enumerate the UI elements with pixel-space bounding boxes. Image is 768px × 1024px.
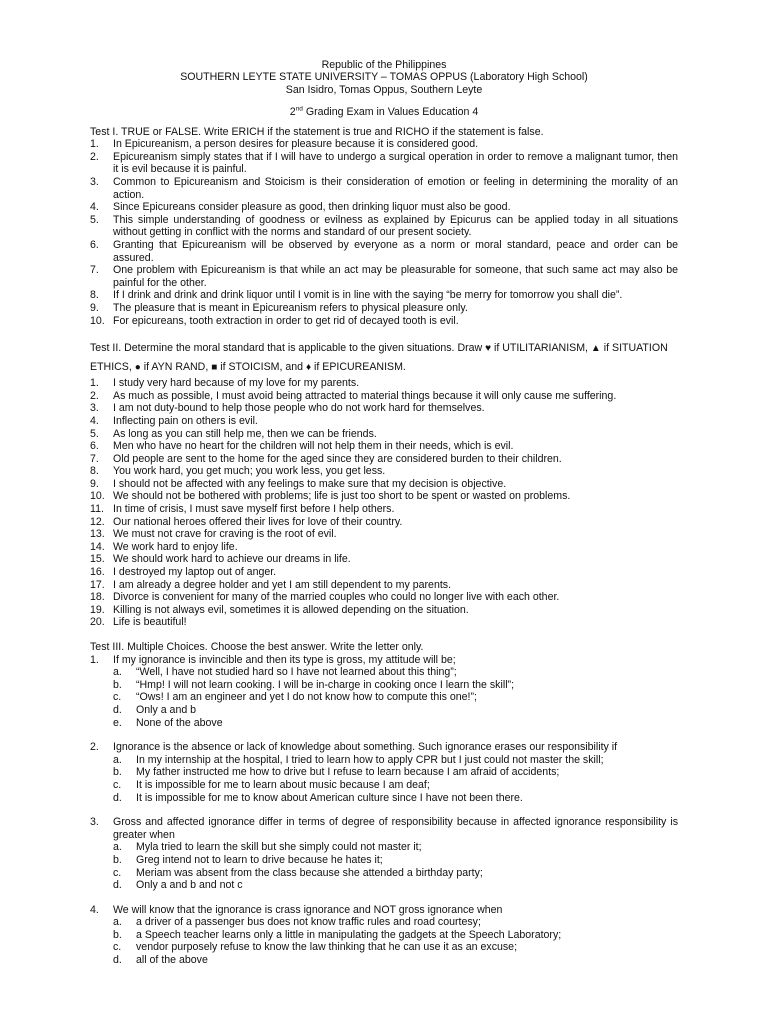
item-text: Life is beautiful! — [113, 616, 187, 629]
item-number: 11. — [90, 503, 104, 516]
item-number: 14. — [90, 540, 105, 553]
item-number: d. — [113, 703, 122, 716]
exam-title — [90, 106, 678, 118]
item-number: 4. — [90, 903, 99, 916]
item-text: We should work hard to achieve our dreams in life. — [113, 553, 351, 566]
mc-question-stem — [90, 816, 678, 841]
test-2-item — [90, 465, 678, 478]
item-text: I study very hard because of my love for my parents. — [113, 377, 360, 390]
item-text: This simple understanding of goodness or evilness as explained by Epicurus can be applied today in all situations without getting in conflict with the norms and standard of our present society. — [113, 213, 678, 239]
mc-option — [90, 879, 678, 892]
test-2-section — [90, 339, 678, 629]
mc-option — [90, 754, 678, 767]
item-number: 10. — [90, 490, 105, 503]
test-2-item — [90, 566, 678, 579]
test-3-instruction: Test III. Multiple Choices. Choose the best answer. Write the letter only. — [90, 641, 424, 653]
item-text: a driver of a passenger bus does not know traffic rules and road courtesy; — [136, 916, 481, 929]
test-1-item — [90, 138, 678, 151]
item-text: We work hard to enjoy life. — [113, 540, 238, 553]
test-1-item — [90, 151, 678, 176]
test-2-item — [90, 503, 678, 516]
item-number: 7. — [90, 264, 99, 277]
item-text: Inflecting pain on others is evil. — [113, 414, 258, 427]
test-1-items — [90, 138, 678, 327]
item-text: Divorce is convenient for many of the married couples who could no longer live with each other. — [113, 591, 560, 604]
item-number: 9. — [90, 301, 99, 314]
item-number: e. — [113, 716, 122, 729]
item-text: It is impossible for me to know about American culture since I have not been there. — [136, 791, 523, 804]
item-text: a Speech teacher learns only a little in manipulating the gadgets at the Speech Laboratory; — [136, 928, 562, 941]
item-text: If I drink and drink and drink liquor until I vomit is in line with the saying “be merry for tomorrow you shall die”. — [113, 289, 623, 302]
item-text: In time of crisis, I must save myself first before I help others. — [113, 503, 395, 516]
header-address: San Isidro, Tomas Oppus, Southern Leyte — [285, 83, 483, 96]
mc-options — [90, 841, 678, 891]
item-number: 10. — [90, 314, 105, 327]
test-2-item — [90, 377, 678, 390]
item-text: Epicureanism simply states that if I will have to undergo a surgical operation in order to remove a malignant tumor, then it is evil because it is painful. — [113, 150, 678, 176]
item-text: Myla tried to learn the skill but she simply could not master it; — [136, 841, 422, 854]
mc-question — [90, 654, 678, 730]
item-number: a. — [113, 666, 122, 679]
item-number: c. — [113, 866, 122, 879]
item-text: Meriam was absent from the class because she attended a birthday party; — [136, 866, 483, 879]
item-text: Only a and b — [136, 703, 197, 716]
mc-options — [90, 916, 678, 966]
test-2-item — [90, 604, 678, 617]
item-number: 3. — [90, 402, 99, 415]
item-number: c. — [113, 691, 122, 704]
item-text: I am not duty-bound to help those people who do not work hard for themselves. — [113, 402, 485, 415]
item-text: Gross and affected ignorance differ in terms of degree of responsibility because in affected ignorance responsibility is greater when — [113, 816, 678, 841]
mc-option — [90, 704, 678, 717]
test-2-item — [90, 415, 678, 428]
item-number: 6. — [90, 440, 99, 453]
item-text: I destroyed my laptop out of anger. — [113, 566, 277, 579]
item-text: Greg intend not to learn to drive because he hates it; — [136, 853, 383, 866]
item-number: a. — [113, 841, 122, 854]
mc-option — [90, 766, 678, 779]
item-number: 17. — [90, 578, 105, 591]
item-text: Ignorance is the absence or lack of knowledge about something. Such ignorance erases our responsibility if — [113, 741, 618, 754]
item-number: 3. — [90, 176, 99, 188]
item-number: d. — [113, 954, 122, 967]
mc-option — [90, 916, 678, 929]
test-2-item — [90, 528, 678, 541]
item-text: “Ows! I am an engineer and yet I do not know how to compute this one!”; — [136, 691, 477, 704]
mc-option — [90, 666, 678, 679]
item-text: Common to Epicureanism and Stoicism is their consideration of emotion or feeling in determining the morality of an action. — [113, 176, 678, 201]
item-number: 4. — [90, 201, 99, 214]
test-2-item — [90, 440, 678, 453]
item-text: all of the above — [136, 954, 208, 967]
item-number: d. — [113, 879, 122, 892]
item-number: 8. — [90, 465, 99, 478]
item-number: 2. — [90, 741, 99, 754]
item-text: It is impossible for me to learn about music because I am deaf; — [136, 778, 430, 791]
test-2-items — [90, 377, 678, 629]
item-text: One problem with Epicureanism is that while an act may be pleasurable for someone, that such same act may also be painful for the other. — [113, 264, 678, 289]
test-2-item — [90, 402, 678, 415]
item-number: 15. — [90, 553, 105, 566]
mc-option — [90, 867, 678, 880]
test-1-item — [90, 302, 678, 315]
label-situation-ethics: if SITUATION ETHICS, — [90, 342, 668, 374]
item-number: 4. — [90, 414, 99, 427]
test-2-instruction — [90, 339, 678, 377]
item-text: As much as possible, I must avoid being attracted to material things because it will only cause me suffering. — [113, 389, 617, 402]
mc-question-stem — [90, 741, 678, 754]
mc-question-stem — [90, 654, 678, 667]
mc-question-stem — [90, 904, 678, 917]
diamond-icon: ♦ — [305, 362, 312, 374]
item-text: Men who have no heart for the children will not help them in their needs, which is evil. — [113, 440, 514, 453]
mc-option — [90, 717, 678, 730]
header-university: SOUTHERN LEYTE STATE UNIVERSITY – TOMAS OPPUS (Laboratory High School) — [180, 71, 588, 84]
square-icon: ■ — [211, 362, 218, 374]
test-2-item — [90, 579, 678, 592]
test-2-item — [90, 490, 678, 503]
item-text: None of the above — [136, 716, 223, 729]
item-text: “Well, I have not studied hard so I have not learned about this thing”; — [136, 666, 457, 679]
item-number: 2. — [90, 389, 99, 402]
test-2-item — [90, 478, 678, 491]
item-text: We must not crave for craving is the root of evil. — [113, 528, 337, 541]
item-text: In my internship at the hospital, I tried to learn how to apply CPR but I just could not master the skill; — [136, 753, 604, 766]
mc-option — [90, 854, 678, 867]
exam-title-number: 2 — [289, 106, 296, 119]
label-ayn-rand: if AYN RAND, — [140, 361, 212, 374]
item-text: You work hard, you get much; you work less, you get less. — [113, 465, 386, 478]
item-number: 5. — [90, 213, 99, 226]
header-republic: Republic of the Philippines — [321, 59, 447, 71]
exam-title-ordinal: nd — [295, 105, 303, 113]
mc-option — [90, 792, 678, 805]
item-number: 2. — [90, 150, 99, 163]
test-2-item — [90, 453, 678, 466]
label-epicureanism: if EPICUREANISM. — [311, 361, 406, 374]
item-text: I should not be affected with any feelings to make sure that my decision is objective. — [113, 477, 507, 490]
item-text: My father instructed me how to drive but I refuse to learn because I am afraid of accidents; — [136, 766, 560, 779]
item-text: As long as you can still help me, then we can be friends. — [113, 427, 377, 440]
circle-icon: ● — [134, 362, 141, 374]
item-text: Granting that Epicureanism will be observed by everyone as a norm or moral standard, peace and order can be assured. — [113, 238, 678, 264]
mc-option — [90, 841, 678, 854]
item-text: The pleasure that is meant in Epicureanism refers to physical pleasure only. — [113, 301, 468, 314]
mc-options — [90, 666, 678, 729]
item-number: 5. — [90, 427, 99, 440]
test-2-instruction-text: Test II. Determine the moral standard that is applicable to the given situations. Draw — [90, 342, 486, 355]
item-number: 1. — [90, 138, 99, 151]
item-number: c. — [113, 778, 122, 791]
test-2-item — [90, 616, 678, 629]
test-1-item — [90, 315, 678, 328]
item-number: 9. — [90, 477, 99, 490]
item-number: 20. — [90, 616, 105, 629]
mc-question — [90, 904, 678, 967]
item-text: Old people are sent to the home for the aged since they are considered burden to their children. — [113, 452, 562, 465]
item-number: 18. — [90, 591, 105, 604]
item-number: 8. — [90, 289, 99, 302]
test-2-item — [90, 428, 678, 441]
test-1-item — [90, 264, 678, 289]
test-1-section — [90, 126, 678, 328]
mc-question — [90, 741, 678, 804]
item-text: Our national heroes offered their lives for love of their country. — [113, 515, 403, 528]
item-text: If my ignorance is invincible and then its type is gross, my attitude will be; — [113, 653, 456, 666]
mc-question — [90, 816, 678, 892]
mc-option — [90, 679, 678, 692]
item-number: b. — [113, 678, 122, 691]
item-number: c. — [113, 941, 122, 954]
item-number: 16. — [90, 566, 105, 579]
item-text: Since Epicureans consider pleasure as good, then drinking liquor must also be good. — [113, 201, 511, 214]
exam-document — [90, 59, 678, 967]
mc-option — [90, 954, 678, 967]
test-1-item — [90, 201, 678, 214]
test-1-instruction: Test I. TRUE or FALSE. Write ERICH if the statement is true and RICHO if the statement is false. — [90, 125, 544, 138]
item-text: For epicureans, tooth extraction in order to get rid of decayed tooth is evil. — [113, 314, 459, 327]
item-text: In Epicureanism, a person desires for pleasure because it is considered good. — [113, 138, 479, 151]
test-1-item — [90, 239, 678, 264]
test-2-item — [90, 516, 678, 529]
item-number: b. — [113, 853, 122, 866]
item-number: a. — [113, 916, 122, 929]
test-3-section — [90, 641, 678, 967]
mc-option — [90, 929, 678, 942]
triangle-icon: ▲ — [590, 343, 601, 355]
mc-option — [90, 779, 678, 792]
label-utilitarianism: if UTILITARIANISM, — [491, 342, 591, 355]
mc-option — [90, 691, 678, 704]
item-number: b. — [113, 928, 122, 941]
item-text: Killing is not always evil, sometimes it is allowed depending on the situation. — [113, 603, 469, 616]
item-text: We will know that the ignorance is crass ignorance and NOT gross ignorance when — [113, 903, 503, 916]
item-number: b. — [113, 766, 122, 779]
document-header — [90, 59, 678, 119]
item-number: 19. — [90, 603, 105, 616]
item-text: We should not be bothered with problems; life is just too short to be spent or wasted on problems. — [113, 490, 571, 503]
item-number: 7. — [90, 452, 99, 465]
item-number: 6. — [90, 238, 99, 251]
test-1-item — [90, 214, 678, 239]
test-2-item — [90, 390, 678, 403]
item-number: 1. — [90, 377, 99, 390]
item-number: 3. — [90, 816, 99, 829]
item-number: a. — [113, 753, 122, 766]
test-2-item — [90, 541, 678, 554]
item-text: “Hmp! I will not learn cooking. I will be in-charge in cooking once I learn the skill”; — [136, 678, 515, 691]
heart-icon: ♥ — [485, 343, 492, 355]
test-2-item — [90, 553, 678, 566]
label-stoicism: if STOICISM, and — [217, 361, 306, 374]
item-number: 13. — [90, 528, 105, 541]
item-text: Only a and b and not c — [136, 879, 243, 892]
test-1-item — [90, 176, 678, 201]
mc-options — [90, 754, 678, 804]
test-1-item — [90, 289, 678, 302]
item-number: d. — [113, 791, 122, 804]
test-2-item — [90, 591, 678, 604]
item-text: vendor purposely refuse to know the law thinking that he can use it as an excuse; — [136, 941, 518, 954]
item-number: 1. — [90, 653, 99, 666]
item-number: 12. — [90, 515, 105, 528]
test-3-questions — [90, 654, 678, 967]
item-text: I am already a degree holder and yet I am still dependent to my parents. — [113, 578, 452, 591]
mc-option — [90, 941, 678, 954]
exam-title-text: Grading Exam in Values Education 4 — [302, 106, 479, 119]
